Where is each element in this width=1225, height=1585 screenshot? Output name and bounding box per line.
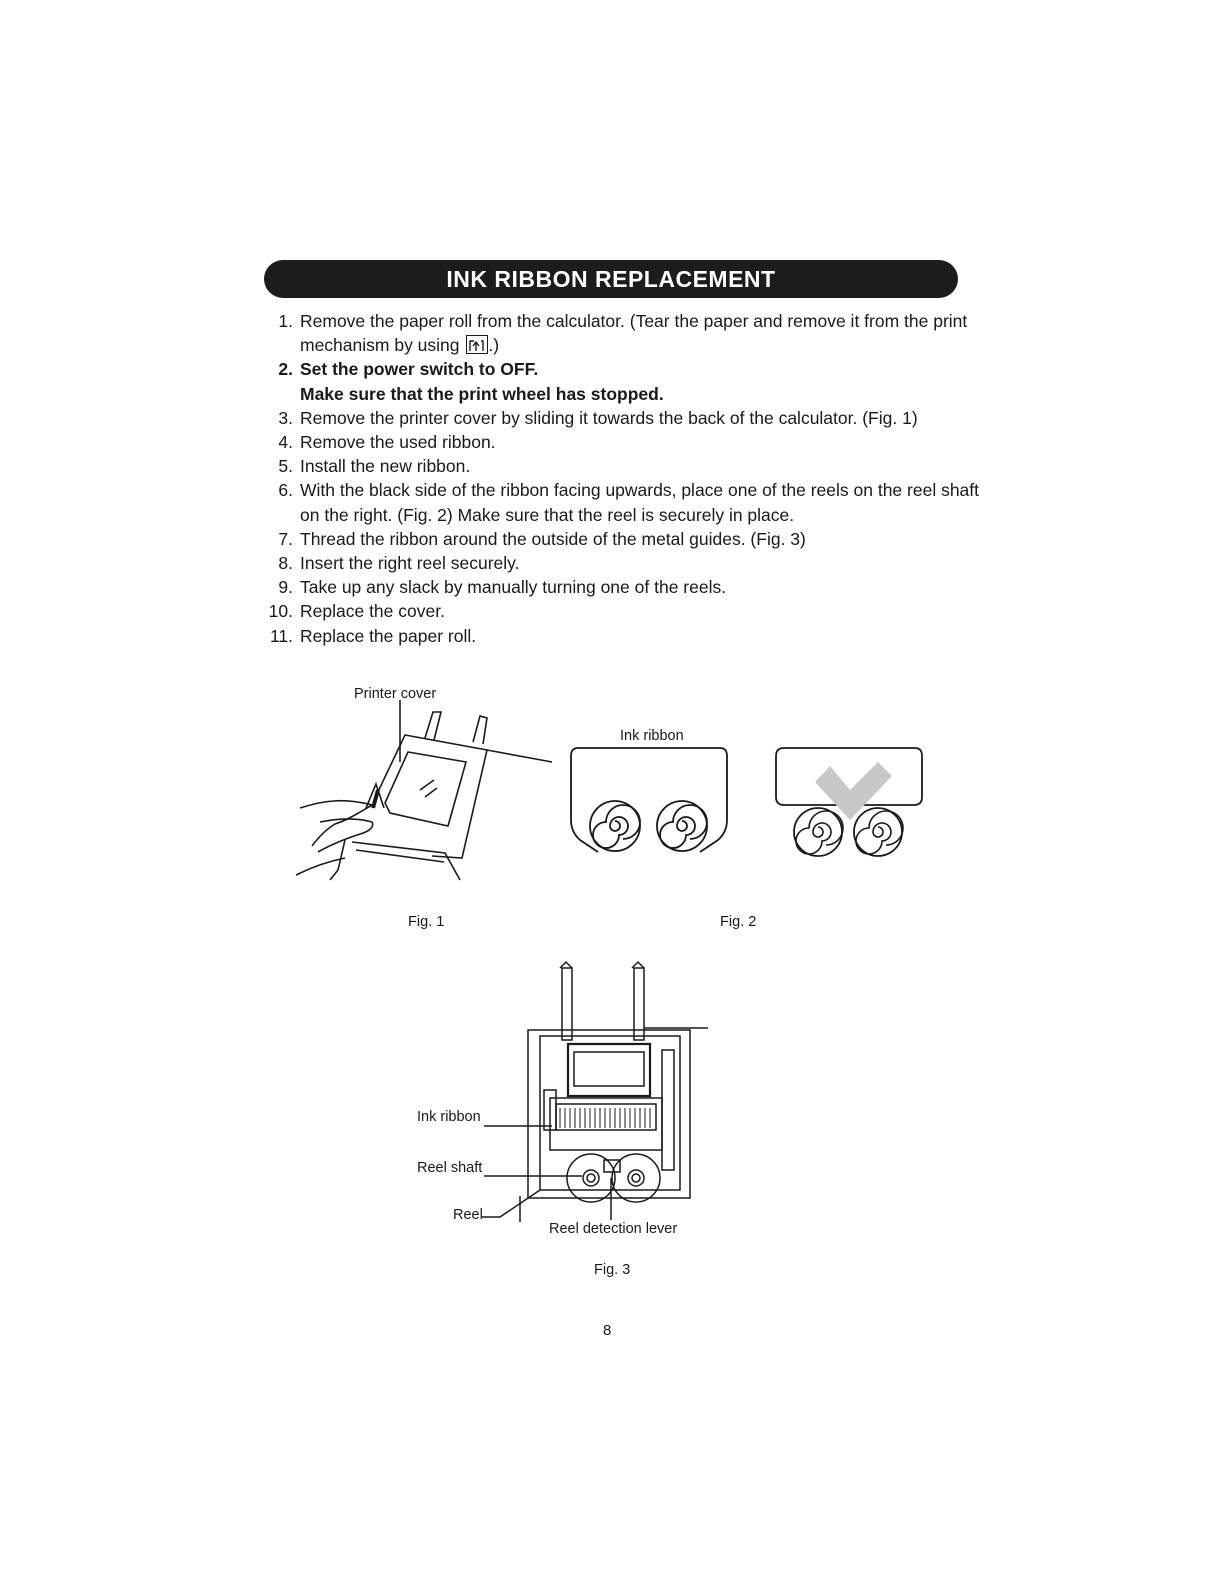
step-number: 10.: [268, 601, 293, 622]
fig3-reel-callout: Reel: [453, 1207, 483, 1223]
fig1-illustration: [296, 700, 552, 880]
step-number: 3.: [278, 407, 293, 428]
step-text: Insert the right reel securely.: [300, 553, 520, 574]
step-text: Remove the printer cover by sliding it towards the back of the calculator. (Fig. 1): [300, 407, 918, 428]
printer-cover-callout: Printer cover: [354, 686, 437, 702]
step-text: Make sure that the print wheel has stopped.: [300, 383, 664, 404]
fig2-caption: Fig. 2: [720, 914, 757, 930]
step-text: Remove the paper roll from the calculator. (Tear the paper and remove it from the print mechanism by using: [300, 311, 968, 356]
step-number: 1.: [278, 311, 293, 331]
fig3-caption: Fig. 3: [594, 1262, 631, 1278]
fig3-reel-shaft-callout: Reel shaft: [417, 1160, 483, 1176]
page-number: 8: [603, 1322, 612, 1339]
step-text-tail: .): [488, 335, 500, 356]
section-title: INK RIBBON REPLACEMENT: [446, 265, 776, 292]
step-number: 5.: [278, 456, 293, 477]
step-number: 4.: [278, 432, 293, 453]
fig3-illustration: [482, 962, 708, 1222]
fig3-ink-ribbon-callout: Ink ribbon: [417, 1109, 481, 1125]
fig3-reel-detection-lever-callout: Reel detection lever: [549, 1221, 678, 1237]
step-text: Replace the cover.: [300, 601, 445, 622]
step-number: 9.: [278, 577, 293, 598]
step-number: 6.: [278, 480, 293, 501]
step-text: Take up any slack by manually turning one of the reels.: [300, 577, 727, 598]
step-number: 8.: [278, 553, 293, 574]
step-number: 7.: [278, 528, 293, 549]
step-text: With the black side of the ribbon facing upwards, place one of the reels on the reel shaft on the right. (Fig. 2) Make sure that the reel is securely in place.: [300, 480, 980, 525]
fig2-cassette-right: [776, 748, 922, 856]
fig1-caption: Fig. 1: [408, 914, 445, 930]
step-text: Replace the paper roll.: [300, 625, 477, 646]
step-number: 2.: [278, 359, 293, 380]
step-text: Thread the ribbon around the outside of the metal guides. (Fig. 3): [300, 528, 806, 549]
step-text: Remove the used ribbon.: [300, 432, 496, 453]
step-text: Install the new ribbon.: [300, 456, 471, 477]
fig2-cassette-left: [571, 748, 727, 852]
step-text: Set the power switch to OFF.: [300, 359, 539, 380]
step-number: 11.: [269, 625, 293, 646]
ink-ribbon-callout: Ink ribbon: [620, 728, 684, 744]
